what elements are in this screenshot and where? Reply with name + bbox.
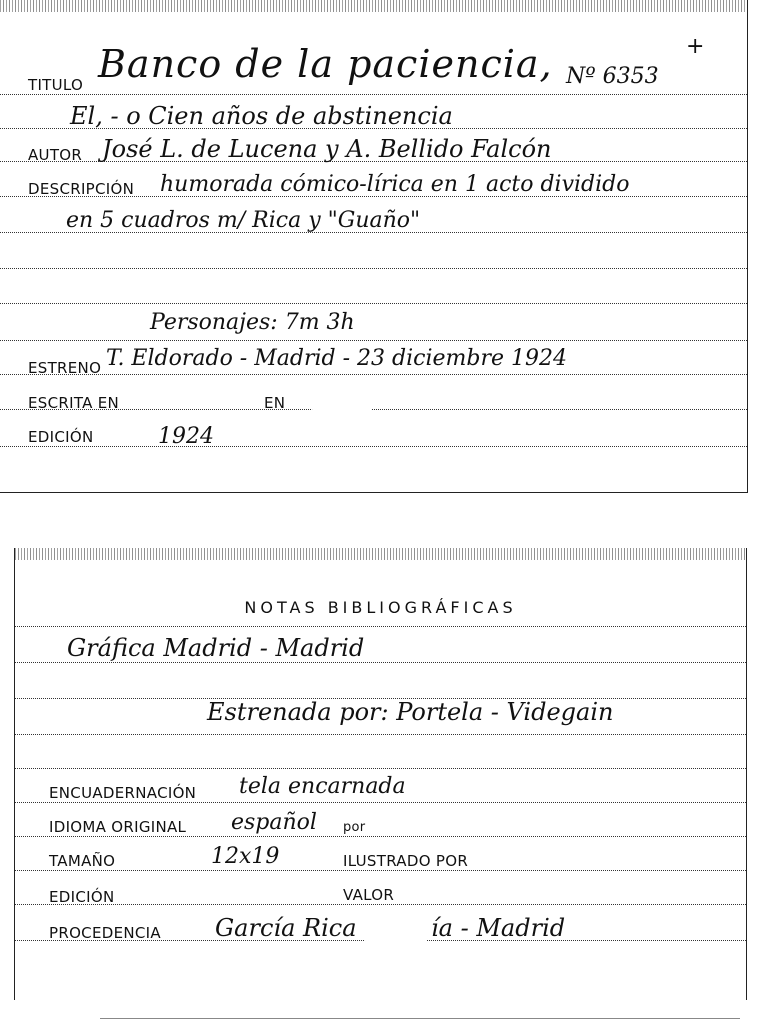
catalog-card-back — [14, 548, 747, 1000]
tamano-label: TAMAÑO — [49, 852, 116, 870]
edicion-value: 1924 — [158, 424, 214, 449]
card-top-texture — [15, 548, 746, 560]
idioma-value: español — [231, 810, 317, 835]
notas-heading: NOTAS BIBLIOGRÁFICAS — [244, 598, 517, 617]
escrita-en-label: ESCRITA EN — [28, 394, 120, 412]
notes-line-2: Estrenada por: Portela - Videgain — [207, 698, 614, 726]
ruled-line — [15, 836, 746, 837]
edicion-label: EDICIÓN — [28, 428, 94, 446]
catalog-card-front — [0, 0, 748, 493]
edicion-back-label: EDICIÓN — [49, 888, 115, 906]
tamano-value: 12x19 — [211, 844, 280, 869]
plus-mark: + — [686, 34, 705, 59]
ruled-line — [15, 768, 746, 769]
descripcion-value-2: en 5 cuadros m/ Rica y "Guaño" — [66, 208, 421, 233]
bottom-edge-line — [100, 1018, 740, 1019]
titulo-value: Banco de la paciencia, — [98, 42, 553, 86]
ruled-line — [15, 904, 746, 905]
estreno-label: ESTRENO — [28, 359, 102, 377]
ruled-line — [0, 94, 747, 95]
personajes-value: Personajes: 7m 3h — [150, 310, 355, 335]
en-label: EN — [264, 394, 286, 412]
card-top-texture — [0, 0, 747, 12]
ruled-line — [0, 374, 747, 375]
encuadernacion-label: ENCUADERNACIÓN — [49, 784, 197, 802]
ruled-line — [0, 446, 747, 447]
autor-value: José L. de Lucena y A. Bellido Falcón — [102, 135, 552, 163]
titulo-subtitle: El, - o Cien años de abstinencia — [70, 102, 453, 130]
catalog-number: Nº 6353 — [566, 64, 659, 89]
ruled-line — [15, 870, 746, 871]
ruled-line — [15, 734, 746, 735]
ruled-line — [15, 626, 746, 627]
ruled-line — [0, 268, 747, 269]
ruled-line — [15, 802, 746, 803]
ruled-line — [0, 340, 747, 341]
procedencia-value-b: ía - Madrid — [431, 914, 566, 942]
encuadernacion-value: tela encarnada — [239, 774, 406, 799]
procedencia-value-a: García Rica — [215, 914, 357, 942]
erased-area — [312, 388, 372, 428]
descripcion-value-1: humorada cómico-lírica en 1 acto dividido — [160, 172, 630, 197]
titulo-label: TITULO — [28, 76, 84, 94]
ruled-line — [15, 662, 746, 663]
autor-label: AUTOR — [28, 146, 83, 164]
estreno-value: T. Eldorado - Madrid - 23 diciembre 1924 — [106, 346, 567, 371]
idioma-label: IDIOMA ORIGINAL — [49, 818, 187, 836]
ruled-line — [0, 303, 747, 304]
por-label: por — [343, 820, 366, 835]
procedencia-label: PROCEDENCIA — [49, 924, 161, 942]
descripcion-label: DESCRIPCIÓN — [28, 180, 135, 198]
erased-area — [365, 918, 427, 964]
valor-label: VALOR — [343, 886, 395, 904]
ilustrado-label: ILUSTRADO POR — [343, 852, 469, 870]
notes-line-1: Gráfica Madrid - Madrid — [67, 634, 365, 662]
